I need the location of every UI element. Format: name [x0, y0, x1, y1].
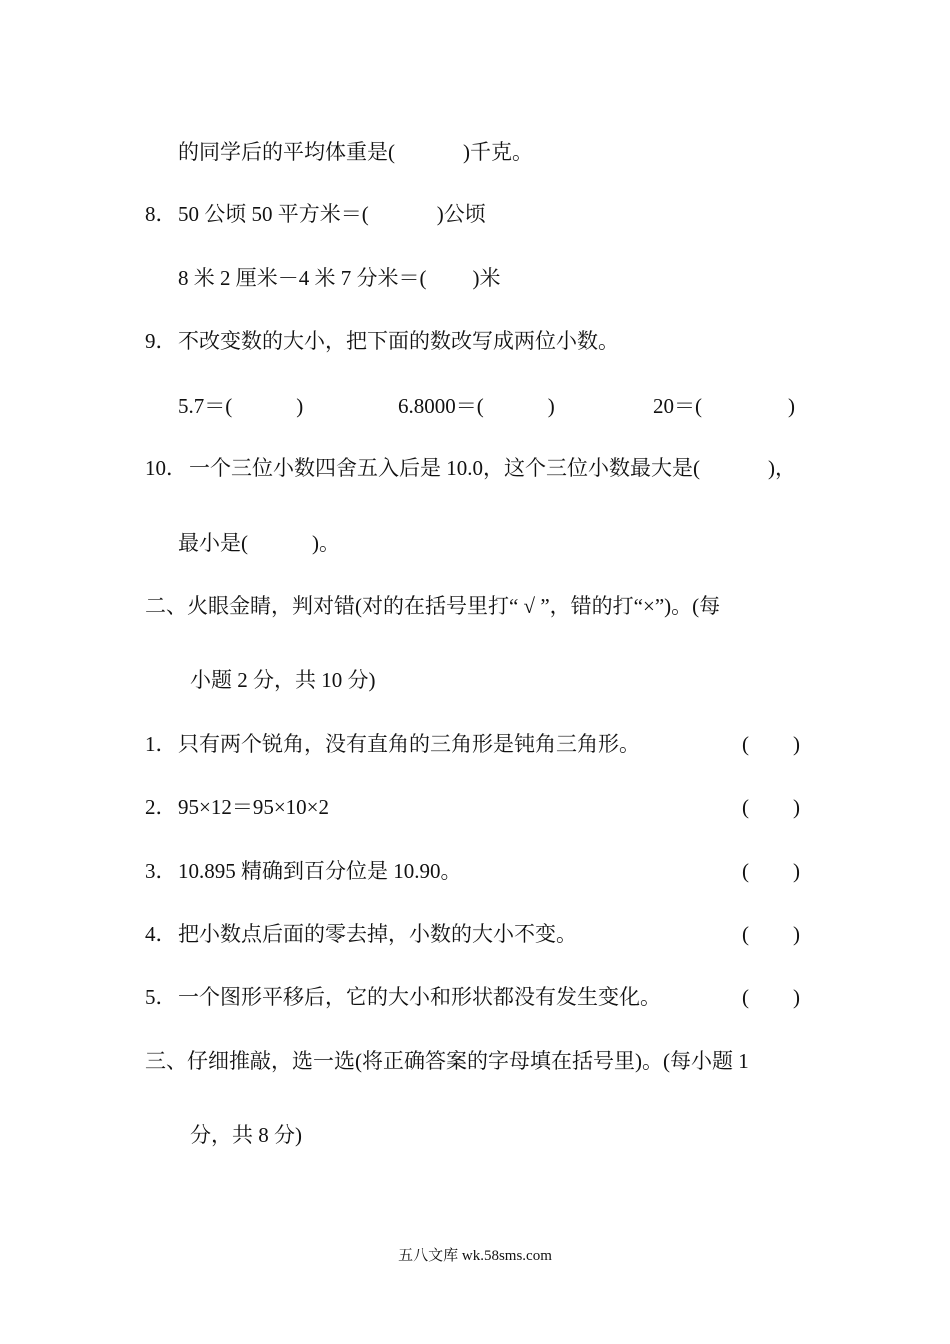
question-text: 只有两个锐角，没有直角的三角形是钝角三角形。 [178, 732, 640, 756]
section-2-title [145, 593, 720, 619]
question-8-line2 [178, 265, 501, 291]
section-title-text: 二、火眼金睛，判对错(对的在括号里打“ √ ”，错的打“×”)。(每 [145, 594, 721, 618]
paren-open: ( [742, 922, 749, 946]
paren-open: ( [742, 985, 749, 1009]
question-number: 10． [145, 456, 187, 480]
q10-line2-b: )。 [312, 531, 340, 555]
q9-item-1 [178, 393, 303, 419]
paren-close: ) [793, 985, 800, 1009]
paren-open: ( [742, 732, 749, 756]
paren-close: ) [793, 922, 800, 946]
question-number: 9． [145, 329, 177, 353]
q9-item-close: ) [788, 394, 795, 418]
q7-text-a: 的同学后的平均体重是( [178, 140, 395, 164]
question-10-line1 [145, 455, 796, 481]
paren-open: ( [742, 795, 749, 819]
judge-item-4 [145, 921, 577, 947]
paren-close: ) [793, 859, 800, 883]
question-number: 3． [145, 859, 177, 883]
question-text: 10.895 精确到百分位是 10.90。 [178, 859, 462, 883]
q9-item-3 [653, 393, 795, 419]
section-3-title-cont [190, 1122, 302, 1148]
answer-parens [742, 858, 800, 884]
question-number: 8． [145, 202, 177, 226]
question-number: 1． [145, 732, 177, 756]
section-title-text: 三、仔细推敲，选一选(将正确答案的字母填在括号里)。(每小题 1 [145, 1049, 749, 1073]
paren-open: ( [742, 859, 749, 883]
section-title-text: 分，共 8 分) [190, 1123, 302, 1147]
question-number: 4． [145, 922, 177, 946]
question-number: 5． [145, 985, 177, 1009]
answer-parens [742, 984, 800, 1010]
q10-text-b: )， [768, 456, 796, 480]
paren-close: ) [793, 732, 800, 756]
question-text: 不改变数的大小，把下面的数改写成两位小数。 [178, 329, 619, 353]
q8-line2-b: )米 [472, 266, 501, 290]
q10-line2-a: 最小是( [178, 531, 248, 555]
question-text: 95×12＝95×10×2 [178, 795, 330, 819]
q10-text-a: 一个三位小数四舍五入后是 10.0，这个三位小数最大是( [189, 456, 700, 480]
section-2-title-cont [190, 667, 376, 693]
page-footer [0, 1246, 950, 1266]
judge-item-1 [145, 731, 640, 757]
question-9 [145, 328, 619, 354]
q9-item-close: ) [547, 394, 555, 418]
question-text: 一个图形平移后，它的大小和形状都没有发生变化。 [178, 985, 661, 1009]
q7-text-b: )千克。 [463, 140, 533, 164]
judge-item-2 [145, 794, 329, 820]
answer-parens [742, 794, 800, 820]
q9-item-close: ) [296, 394, 304, 418]
question-number: 2． [145, 795, 177, 819]
question-8-line1 [145, 201, 486, 227]
q8-line2-a: 8 米 2 厘米－4 米 7 分米＝( [178, 266, 427, 290]
q7-continuation [178, 139, 533, 165]
q9-item-2 [398, 393, 555, 419]
answer-parens [742, 731, 800, 757]
paren-close: ) [793, 795, 800, 819]
q8-line1-a: 50 公顷 50 平方米＝( [178, 202, 369, 226]
q9-item-text: 5.7＝( [178, 394, 233, 418]
section-3-title [145, 1048, 749, 1074]
q9-item-text: 20＝( [653, 394, 702, 418]
footer-watermark-text: 五八文库 wk.58sms.com [398, 1248, 552, 1264]
answer-parens [742, 921, 800, 947]
question-10-line2 [178, 530, 340, 556]
section-title-text: 小题 2 分，共 10 分) [190, 668, 376, 692]
q8-line1-b: )公顷 [436, 202, 486, 226]
judge-item-3 [145, 858, 462, 884]
question-text: 把小数点后面的零去掉，小数的大小不变。 [178, 922, 577, 946]
judge-item-5 [145, 984, 661, 1010]
q9-item-text: 6.8000＝( [398, 394, 484, 418]
